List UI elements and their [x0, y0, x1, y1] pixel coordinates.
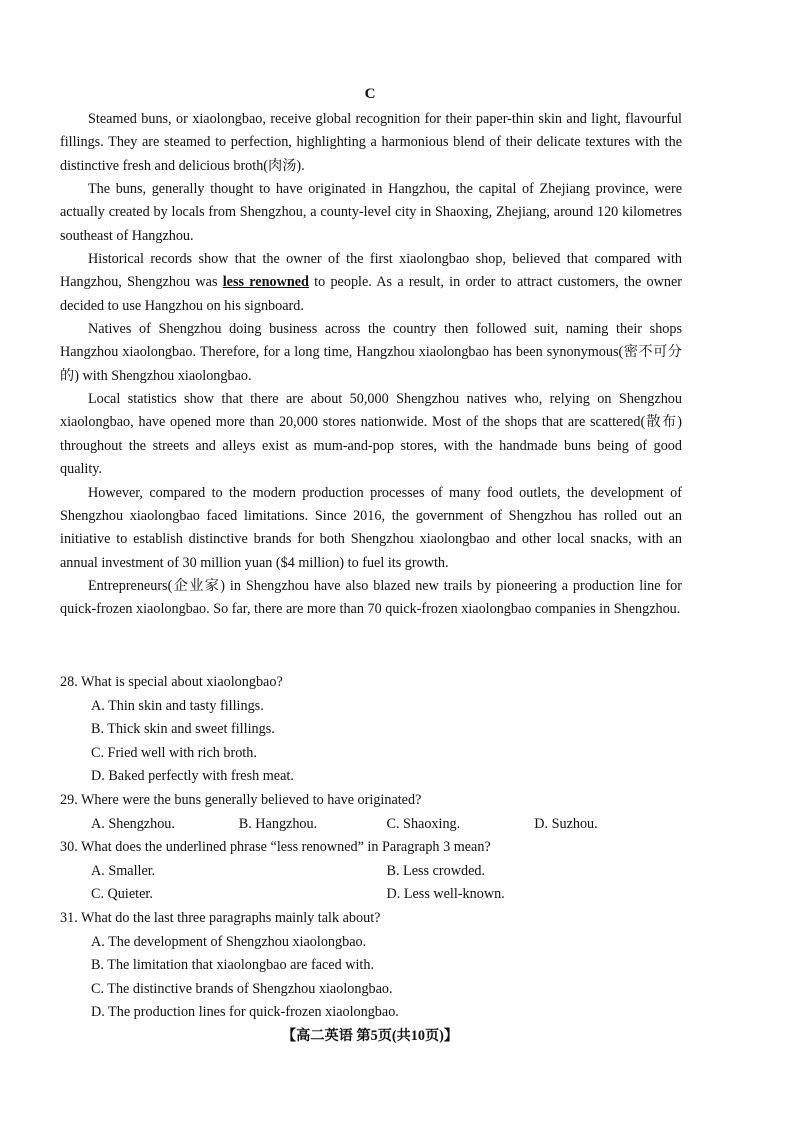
paragraph-3: [60, 248, 682, 318]
option-b: B. Thick skin and sweet fillings.: [91, 721, 275, 738]
option-d: D. Baked perfectly with fresh meat.: [91, 768, 294, 785]
paragraph-5: Local statistics show that there are about 50,000 Shengzhou natives who, relying on Shengzhou xiaolongbao, have opened more than 20,000 stores nationwide. Most of the shops that are scattered(散布) throughout the streets and alleys exist as mum-and-pop stores, with the handmade buns being of good quality.: [60, 391, 682, 478]
option-row: [60, 883, 682, 907]
option-a: A. Smaller.: [91, 862, 156, 879]
paragraph-7: Entrepreneurs(企业家) in Shengzhou have also blazed new trails by pioneering a production line for quick-frozen xiaolongbao. So far, there are more than 70 quick-frozen xiaolongbao companies in Shengzhou.: [60, 577, 682, 618]
question-stem: 29. Where were the buns generally believed to have originated?: [60, 791, 422, 808]
option-a: A. Shengzhou.: [91, 815, 175, 832]
paragraph-3-after: to people. As a result, in order to attract customers, the owner decided to use Hangzhou on his signboard.: [60, 274, 682, 314]
option-d: D. Less well-known.: [386, 886, 505, 903]
reading-passage: [60, 108, 682, 622]
option-row: [60, 813, 682, 837]
question-list: [60, 671, 682, 1025]
option-row: [60, 860, 682, 884]
option-b: B. The limitation that xiaolongbao are faced with.: [91, 957, 375, 974]
option-c: C. Fried well with rich broth.: [91, 744, 257, 761]
question-stem: 31. What do the last three paragraphs mainly talk about?: [60, 909, 381, 926]
option-d: D. The production lines for quick-frozen xiaolongbao.: [91, 1004, 399, 1021]
section-heading: C: [364, 86, 376, 102]
question-29: [60, 789, 682, 836]
paragraph-4: Natives of Shengzhou doing business across the country then followed suit, naming their shops Hangzhou xiaolongbao. Therefore, for a long time, Hangzhou xiaolongbao has been synonymous(密不可分的) with Shengzhou xiaolongbao.: [60, 321, 682, 384]
option-c: C. Quieter.: [91, 886, 153, 903]
paragraph-2: The buns, generally thought to have originated in Hangzhou, the capital of Zhejiang province, were actually created by locals from Shengzhou, a county-level city in Shaoxing, Zhejiang, around 120 kilometres southeast of Hangzhou.: [60, 181, 682, 244]
question-30: [60, 836, 682, 907]
page-footer: 【高二英语 第5页(共10页)】: [281, 1028, 459, 1044]
option-a: A. Thin skin and tasty fillings.: [91, 697, 264, 714]
underlined-phrase: less renowned: [222, 274, 309, 291]
paragraph-3-before: Historical records show that the owner of the first xiaolongbao shop, believed that compared with Hangzhou, Shengzhou was: [60, 251, 682, 291]
option-b: B. Hangzhou.: [238, 815, 318, 832]
option-c: C. The distinctive brands of Shengzhou xiaolongbao.: [91, 980, 393, 997]
question-31: [60, 907, 682, 1025]
question-28: [60, 671, 682, 789]
option-b: B. Less crowded.: [386, 862, 486, 879]
option-d: D. Suzhou.: [534, 815, 598, 832]
question-stem: 30. What does the underlined phrase “less renowned” in Paragraph 3 mean?: [60, 839, 491, 856]
question-stem: 28. What is special about xiaolongbao?: [60, 674, 283, 690]
option-c: C. Shaoxing.: [386, 815, 461, 832]
paragraph-6: However, compared to the modern production processes of many food outlets, the development of Shengzhou xiaolongbao faced limitations. Since 2016, the government of Shengzhou has rolled out an initiative to establish distinctive brands for both Shengzhou xiaolongbao and other local snacks, with an annual investment of 30 million yuan ($4 million) to fuel its growth.: [60, 484, 682, 571]
paragraph-1: Steamed buns, or xiaolongbao, receive global recognition for their paper-thin skin and light, flavourful fillings. They are steamed to perfection, highlighting a harmonious blend of their delicate textures with the distinctive fresh and delicious broth(肉汤).: [60, 111, 682, 174]
option-a: A. The development of Shengzhou xiaolongbao.: [91, 933, 367, 950]
